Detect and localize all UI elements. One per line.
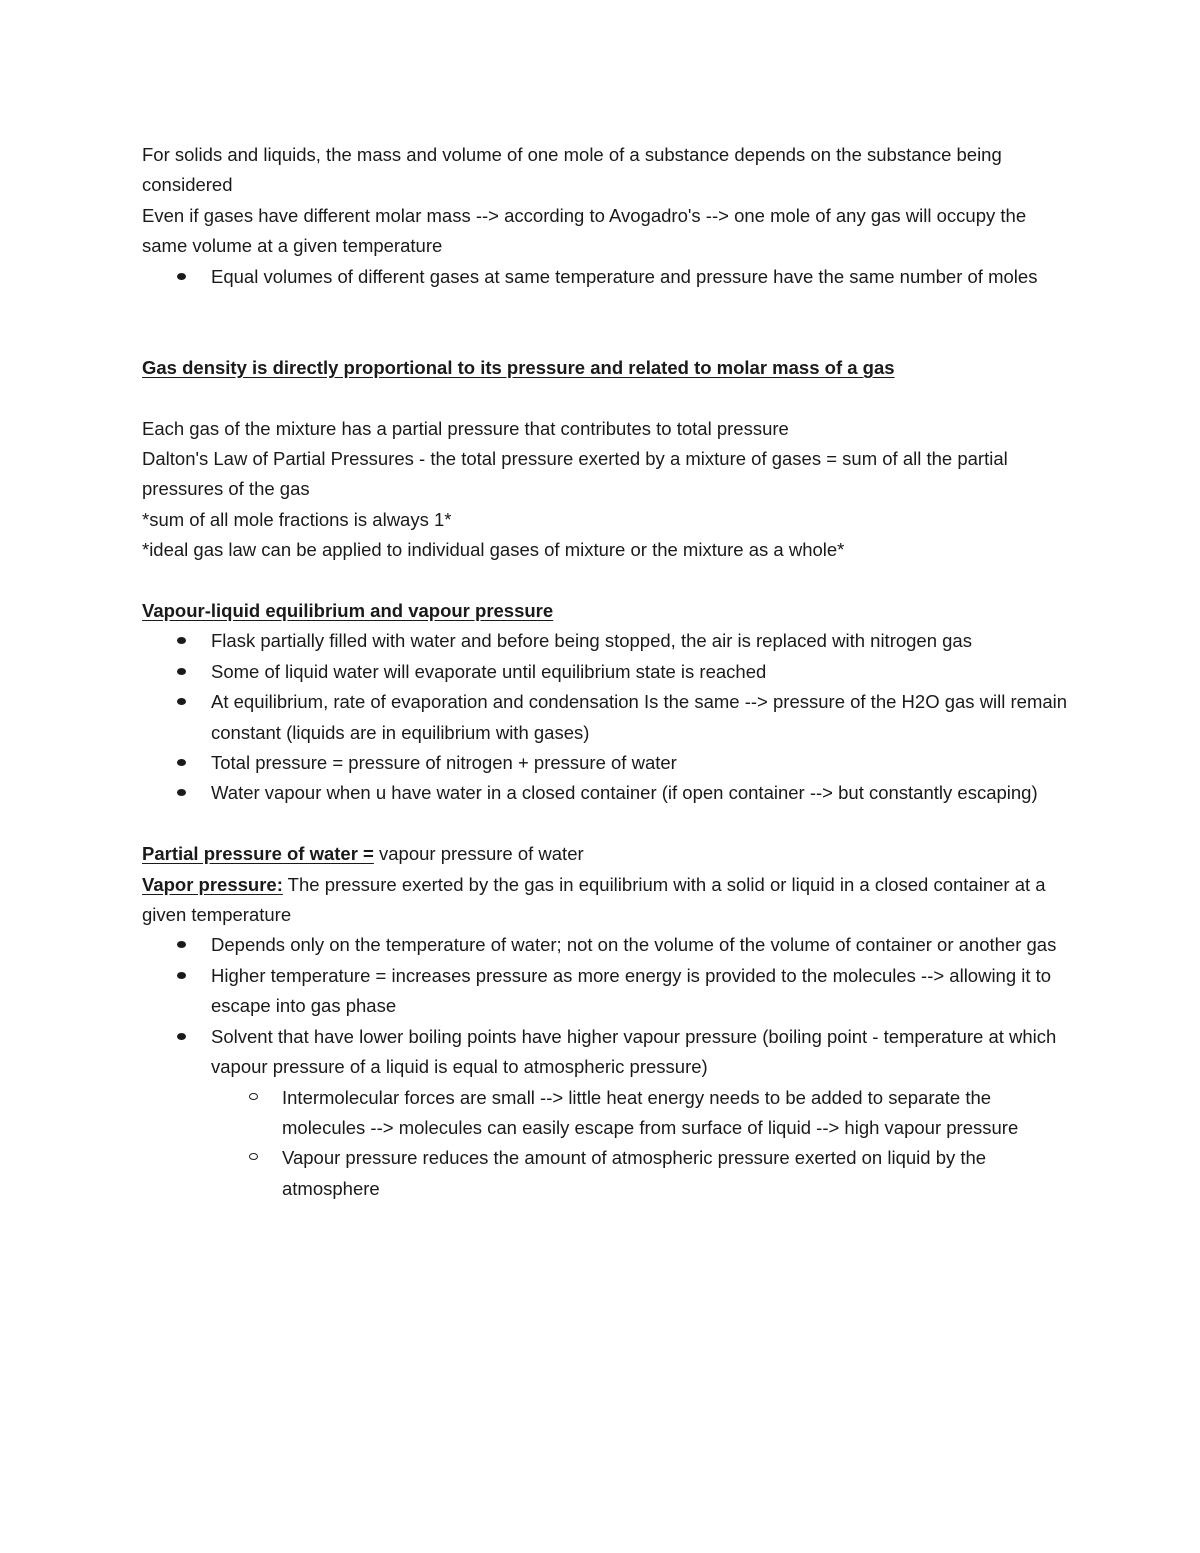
intro-bullet-list — [142, 262, 1072, 292]
sub-list-item-text: Vapour pressure reduces the amount of atmospheric pressure exerted on liquid by the atmosphere — [282, 1147, 987, 1199]
list-item-text: Total pressure = pressure of nitrogen + pressure of water — [211, 752, 677, 774]
list-item-text: Some of liquid water will evaporate until equilibrium state is reached — [211, 660, 767, 682]
sub-list-item — [282, 1143, 1072, 1204]
bullet-icon — [177, 668, 186, 675]
partial-paragraph-3: *sum of all mole fractions is always 1* — [142, 508, 452, 530]
bullet-icon — [177, 1033, 186, 1040]
bullet-icon — [177, 789, 186, 796]
vapor-pressure-term: Vapor pressure: — [142, 873, 283, 895]
list-item — [211, 778, 1072, 808]
list-item-text: Depends only on the temperature of water; not on the volume of the volume of container or another gas — [211, 934, 1057, 956]
list-item — [211, 748, 1072, 778]
sub-bullet-list — [211, 1083, 1072, 1205]
list-item-text: Higher temperature = increases pressure as more energy is provided to the molecules --> allowing it to escape into gas phase — [211, 964, 1052, 1017]
vapor-pressure-text: The pressure exerted by the gas in equilibrium with a solid or liquid in a closed container at a given temperature — [142, 873, 1046, 926]
bullet-icon — [177, 698, 186, 705]
vle-bullet-list — [142, 626, 1072, 808]
gas-density-heading: Gas density is directly proportional to its pressure and related to molar mass of a gas — [142, 356, 895, 378]
partial-pressure-definition — [142, 839, 1072, 869]
bullet-icon — [177, 637, 186, 644]
bullet-icon — [177, 759, 186, 766]
list-item-text: Flask partially filled with water and before being stopped, the air is replaced with nitrogen gas — [211, 630, 972, 652]
partial-paragraph-1: Each gas of the mixture has a partial pressure that contributes to total pressure — [142, 417, 789, 439]
intro-paragraph-2: Even if gases have different molar mass --> according to Avogadro's --> one mole of any gas will occupy the same volume at a given temperature — [142, 204, 1027, 257]
list-item — [211, 687, 1072, 748]
partial-paragraph-2: Dalton's Law of Partial Pressures - the total pressure exerted by a mixture of gases = sum of all the partial pressures of the gas — [142, 448, 1008, 500]
list-item-text: Solvent that have lower boiling points have higher vapour pressure (boiling point - temperature at which vapour pressure of a liquid is equal to atmospheric pressure) — [211, 1025, 1057, 1078]
list-item-text: At equilibrium, rate of evaporation and condensation Is the same --> pressure of the H2O gas will remain constant (liquids are in equilibrium with gases) — [211, 691, 1068, 743]
list-item — [211, 961, 1072, 1022]
partial-pressure-term: Partial pressure of water = — [142, 843, 374, 865]
sub-list-item-text: Intermolecular forces are small --> little heat energy needs to be added to separate the molecules --> molecules can easily escape from surface of liquid --> high vapour pressure — [282, 1086, 1019, 1138]
vapor-pressure-definition — [142, 870, 1072, 931]
list-item — [211, 657, 1072, 687]
vle-heading: Vapour-liquid equilibrium and vapour pressure — [142, 600, 554, 622]
list-item — [211, 930, 1072, 960]
intro-paragraph-1: For solids and liquids, the mass and volume of one mole of a substance depends on the substance being considered — [142, 144, 1002, 196]
bullet-icon — [177, 273, 186, 280]
partial-paragraph-4: *ideal gas law can be applied to individual gases of mixture or the mixture as a whole* — [142, 539, 845, 561]
list-item-text: Water vapour when u have water in a closed container (if open container --> but constantly escaping) — [211, 782, 1038, 804]
hollow-bullet-icon — [249, 1153, 258, 1160]
hollow-bullet-icon — [249, 1093, 258, 1100]
document-page — [142, 140, 1072, 1204]
bullet-icon — [177, 941, 186, 948]
list-item — [211, 626, 1072, 656]
list-item — [211, 262, 1072, 292]
bullet-icon — [177, 972, 186, 979]
list-item-text: Equal volumes of different gases at same temperature and pressure have the same number of moles — [211, 265, 1038, 287]
sub-list-item — [282, 1083, 1072, 1144]
vapor-bullet-list — [142, 930, 1072, 1204]
list-item — [211, 1022, 1072, 1204]
partial-pressure-text: vapour pressure of water — [373, 843, 584, 865]
